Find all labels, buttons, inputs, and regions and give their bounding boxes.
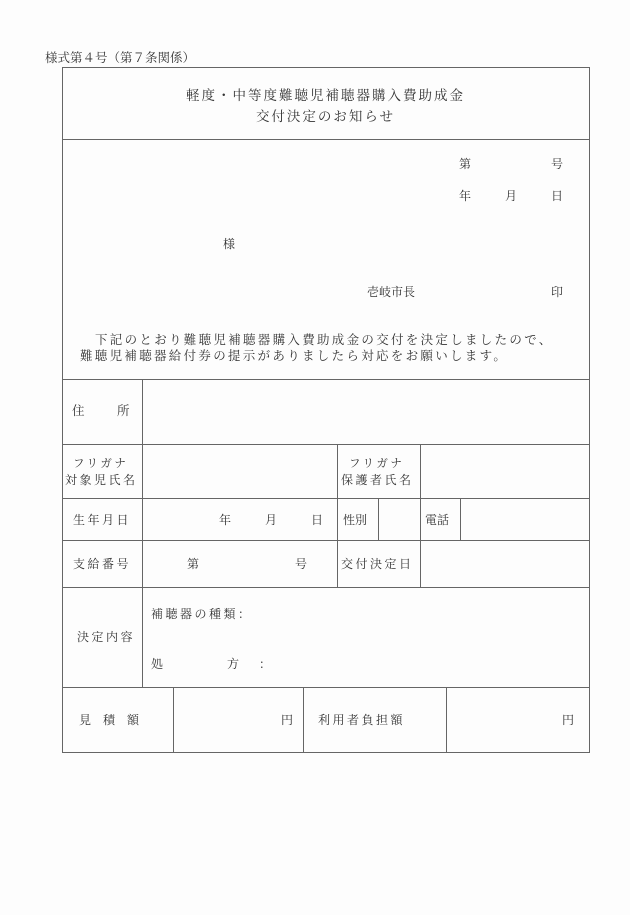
birth-year: 年 <box>219 513 232 527</box>
guardian-furigana-label: フリガナ <box>349 456 405 470</box>
prescription-colon: ： <box>259 657 272 671</box>
divider <box>303 687 304 752</box>
decision-content-label: 決定内容 <box>77 630 136 644</box>
issuer: 壱岐市長 <box>367 285 416 299</box>
gender-field[interactable] <box>379 499 420 540</box>
form-subtitle: 交付決定のお知らせ <box>255 109 396 125</box>
decision-date-label: 交付決定日 <box>341 557 414 571</box>
decision-date-field[interactable] <box>421 541 588 587</box>
address-field[interactable] <box>143 380 588 444</box>
estimate-unit: 円 <box>281 713 294 727</box>
address-label: 所 <box>117 403 130 418</box>
birthdate-label: 生年月日 <box>73 513 132 527</box>
date-year: 年 <box>459 189 472 203</box>
child-name-field[interactable] <box>143 445 337 498</box>
payment-number-suffix: 号 <box>295 557 308 571</box>
child-name-label: 対象児氏名 <box>65 473 138 487</box>
address-label: 住 <box>72 403 85 418</box>
doc-number-suffix: 号 <box>551 157 564 171</box>
guardian-name-field[interactable] <box>421 445 588 498</box>
divider <box>62 139 589 140</box>
phone-field[interactable] <box>461 499 588 540</box>
prescription-label: 方 <box>227 657 240 671</box>
phone-label: 電話 <box>425 513 450 527</box>
prescription-label: 処 <box>151 657 164 671</box>
payment-number-label: 支給番号 <box>73 557 132 571</box>
notice-body-line1: 下記のとおり難聴児補聴器購入費助成金の交付を決定しましたので、 <box>95 332 554 347</box>
addressee-suffix: 様 <box>223 237 236 251</box>
gender-label: 性別 <box>343 513 368 527</box>
payment-number-prefix: 第 <box>187 557 200 571</box>
divider <box>62 687 589 688</box>
user-burden-label: 利用者負担額 <box>318 713 406 727</box>
user-burden-unit: 円 <box>562 713 575 727</box>
estimate-label: 見 積 額 <box>79 713 140 727</box>
birth-month: 月 <box>265 513 278 527</box>
form-number: 様式第４号（第７条関係） <box>45 50 196 65</box>
child-furigana-label: フリガナ <box>73 456 129 470</box>
doc-number-prefix: 第 <box>459 157 472 171</box>
birth-day: 日 <box>311 513 324 527</box>
date-day: 日 <box>551 189 564 203</box>
divider <box>337 444 338 587</box>
hearing-aid-type-label: 補聴器の種類： <box>151 607 253 621</box>
date-month: 月 <box>505 189 518 203</box>
seal-mark: 印 <box>551 285 564 299</box>
notice-body-line2: 難聴児補聴器給付券の提示がありましたら対応をお願いします。 <box>80 348 509 363</box>
divider <box>173 687 174 752</box>
guardian-name-label: 保護者氏名 <box>341 473 414 487</box>
form-title: 軽度・中等度難聴児補聴器購入費助成金 <box>186 88 465 104</box>
divider <box>446 687 447 752</box>
